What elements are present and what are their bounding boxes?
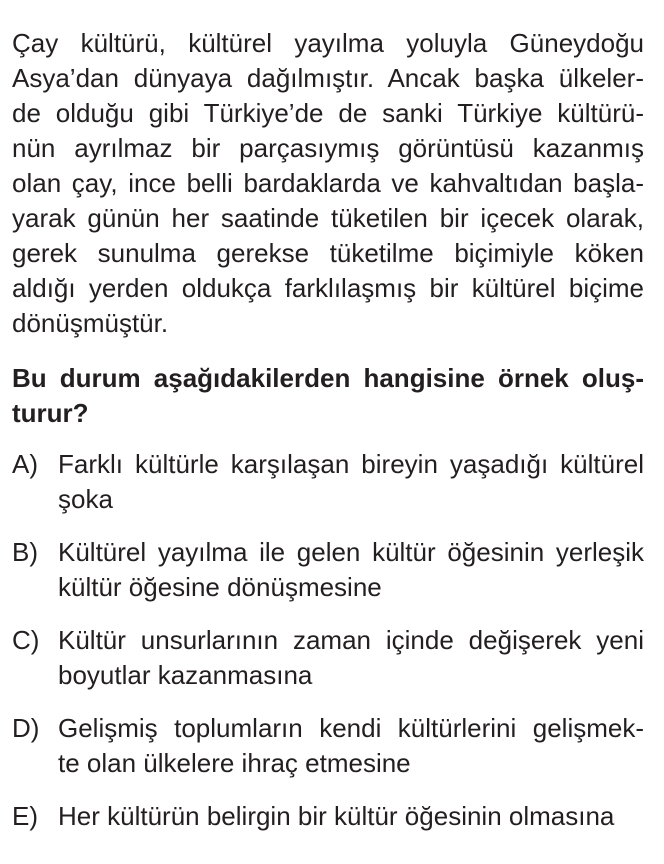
passage-line: dönüşmüştür. (12, 308, 169, 338)
passage-line: olan çay, ince belli bardaklarda ve kahvaltıdan başla- (12, 168, 644, 198)
option-line: Farklı kültürle karşılaşan bireyin yaşadığı kültürel (58, 449, 644, 479)
passage-line: yarak günün her saatinde tüketilen bir içecek olarak, (12, 203, 644, 233)
passage-line: de olduğu gibi Türkiye’de de sanki Türkiye kültürü- (12, 98, 644, 128)
option-letter: D) (12, 713, 40, 743)
answer-options (12, 447, 644, 834)
option-line: boyutlar kazanmasına (58, 660, 313, 690)
option-text (58, 623, 644, 693)
passage-line: gerek sunulma gerekse tüketilme biçimiyle köken (12, 238, 644, 268)
option-d[interactable] (12, 711, 644, 781)
option-line: kültür öğesine dönüşmesine (58, 572, 382, 602)
option-line: Kültür unsurlarının zaman içinde değişerek yeni (58, 625, 644, 655)
option-e[interactable] (12, 799, 644, 834)
option-line: Gelişmiş toplumların kendi kültürlerini gelişmek- (58, 713, 644, 743)
option-c[interactable] (12, 623, 644, 693)
option-letter: A) (12, 449, 38, 479)
question-line: turur? (12, 398, 89, 428)
passage-line: Çay kültürü, kültürel yayılma yoluyla Güneydoğu (12, 28, 644, 58)
option-letter: C) (12, 625, 40, 655)
option-text (58, 535, 644, 605)
option-line: Her kültürün belirgin bir kültür öğesinin olmasına (58, 801, 615, 831)
question-line: Bu durum aşağıdakilerden hangisine örnek oluş- (12, 363, 644, 393)
passage-line: aldığı yerden oldukça farklılaşmış bir kültürel biçime (12, 273, 644, 303)
passage-line: Asya’dan dünyaya dağılmıştır. Ancak başka ülkeler- (12, 63, 644, 93)
option-text (58, 447, 644, 517)
option-line: şoka (58, 484, 113, 514)
passage-line: nün ayrılmaz bir parçasıymış görüntüsü kazanmış (12, 133, 644, 163)
option-b[interactable] (12, 535, 644, 605)
option-letter: B) (12, 537, 38, 567)
question-stem (12, 361, 644, 431)
option-line: te olan ülkelere ihraç etmesine (58, 748, 411, 778)
option-line: Kültürel yayılma ile gelen kültür öğesinin yerleşik (58, 537, 644, 567)
option-letter: E) (12, 801, 38, 831)
option-text (58, 711, 644, 781)
option-a[interactable] (12, 447, 644, 517)
option-text (58, 799, 644, 834)
passage-text (12, 26, 644, 341)
